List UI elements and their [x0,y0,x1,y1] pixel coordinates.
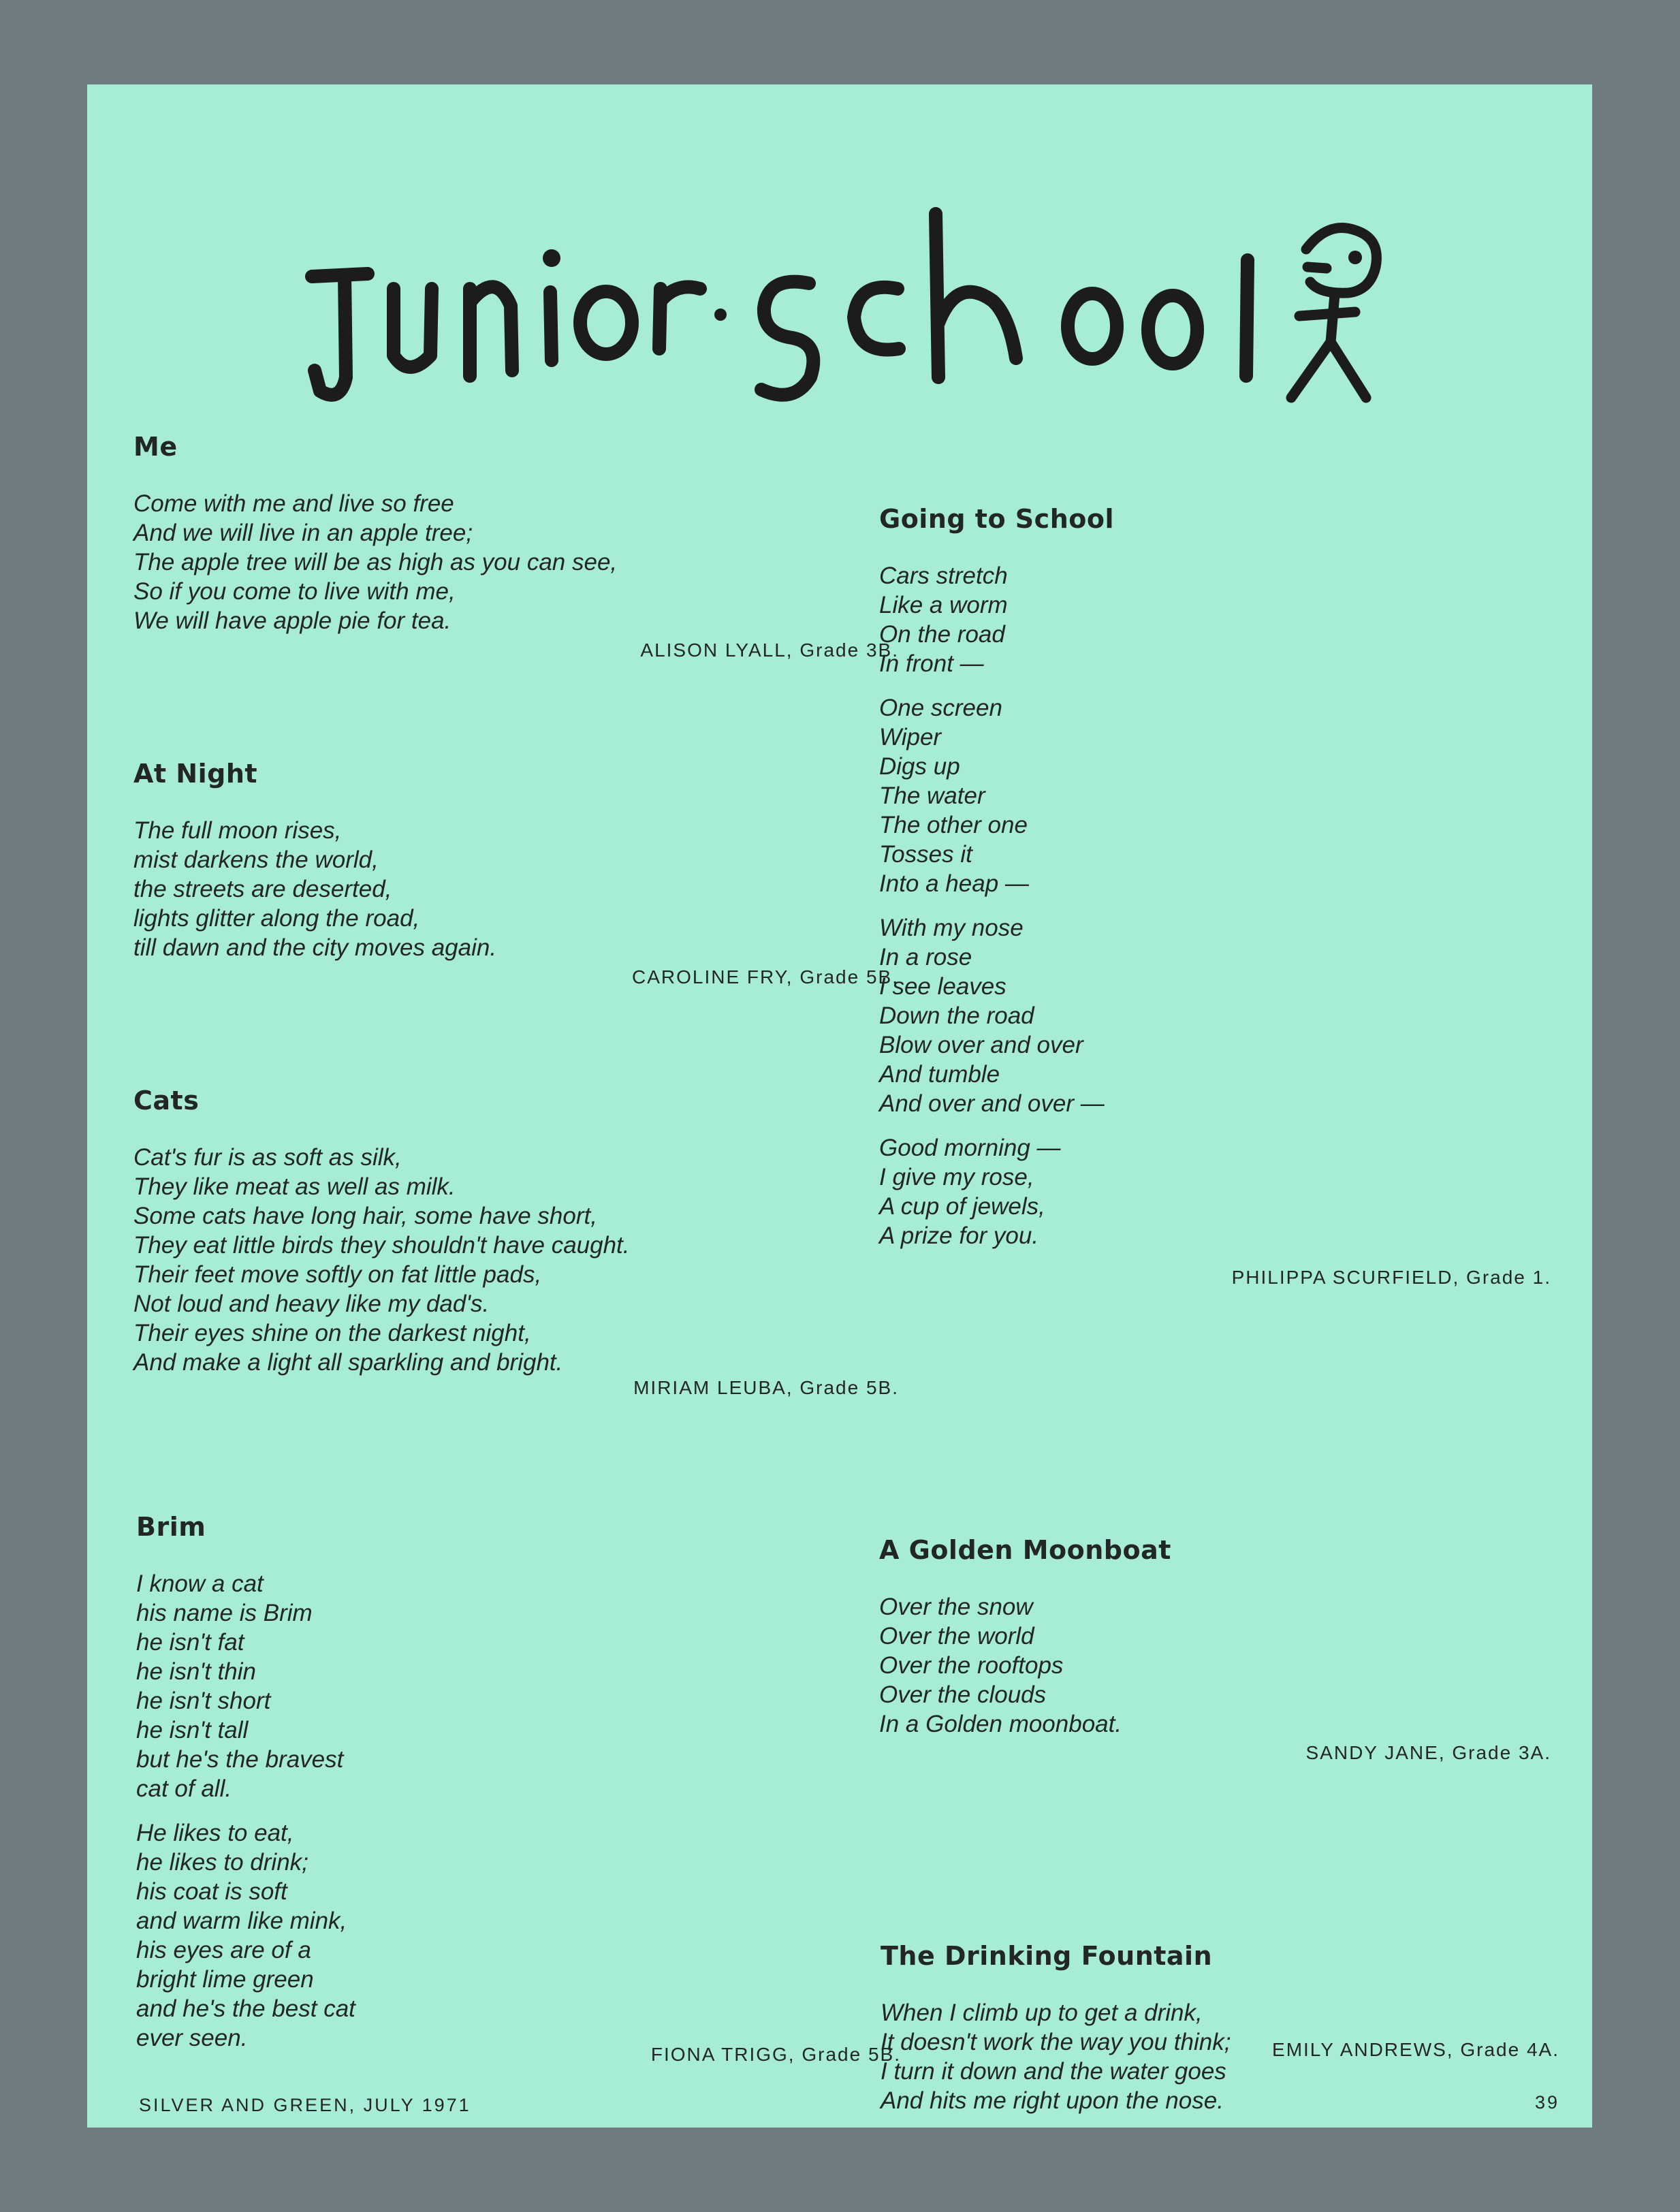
poem-line: Over the rooftops [879,1652,1064,1679]
poem-line: Not loud and heavy like my dad's. [133,1291,490,1317]
author-credit: FIONA TRIGG, Grade 5B. [650,2044,901,2065]
poem-brim [136,1512,355,2068]
poem-line: Over the world [879,1623,1034,1649]
author-credit: PHILIPPA SCURFIELD, Grade 1. [1231,1267,1551,1288]
poem-line: I turn it down and the water goes [881,2058,1226,2085]
poem-title: The Drinking Fountain [881,1941,1213,1971]
magazine-page [87,84,1592,2128]
poem-line: I see leaves [879,973,1007,1000]
poem-line: We will have apple pie for tea. [133,607,451,634]
poem-line: I know a cat [136,1570,264,1597]
author-credit: MIRIAM LEUBA, Grade 5B. [633,1377,899,1398]
stanza [136,1569,355,1803]
publication-footer: SILVER AND GREEN, JULY 1971 [139,2095,471,2115]
stanza [133,1143,630,1377]
poem-line: Over the snow [879,1594,1033,1620]
poem-line: Cars stretch [879,563,1008,589]
poem-line: In front — [879,650,984,677]
poem-line: On the road [879,621,1005,648]
poem-line: Digs up [879,753,960,780]
poem-line: With my nose [879,915,1024,941]
poem-line: but he's the bravest [136,1746,344,1773]
poem-line: Over the clouds [879,1681,1047,1708]
poem-title: Cats [133,1086,200,1116]
author-credit: ALISON LYALL, Grade 3B. [640,639,899,661]
stanza [136,1818,355,2053]
stanza [879,693,1114,898]
poem-line: Blow over and over [879,1032,1083,1058]
poem-title: Me [133,432,178,462]
stanza [879,913,1114,1118]
poem-line: One screen [879,695,1002,721]
poem-line: the streets are deserted, [133,876,392,902]
poem-line: he likes to drink; [136,1849,308,1876]
poem-me [133,432,617,650]
poem-line: They like meat as well as milk. [133,1173,456,1200]
poem-line: Into a heap — [879,870,1029,897]
poem-line: Like a worm [879,592,1008,618]
poem-line: ever seen. [136,2025,248,2051]
poem-line: cat of all. [136,1775,232,1802]
poem-line: He likes to eat, [136,1820,294,1846]
poem-line: And hits me right upon the nose. [881,2087,1224,2114]
poem-line: mist darkens the world, [133,847,379,873]
poem-line: They eat little birds they shouldn't have caught. [133,1232,630,1259]
poem-a-golden-moonboat [879,1535,1171,1754]
junior-school-title-drawing [291,187,1436,473]
poem-line: lights glitter along the road, [133,905,420,932]
poem-line: Wiper [879,724,942,750]
poem-line: A prize for you. [879,1222,1039,1249]
stanza [133,489,617,635]
poem-line: and he's the best cat [136,1995,355,2022]
poem-line: When I climb up to get a drink, [881,2000,1203,2026]
poem-line: he isn't tall [136,1717,249,1743]
page-number: 39 [1534,2092,1559,2113]
poem-line: And over and over — [879,1090,1105,1117]
poem-line: I give my rose, [879,1164,1034,1190]
stanza [879,1133,1114,1250]
poem-title: Going to School [879,504,1114,534]
poem-the-drinking-fountain [881,1941,1231,2130]
poem-line: bright lime green [136,1966,314,1993]
poem-line: And make a light all sparkling and bright. [133,1349,563,1376]
poem-line: Some cats have long hair, some have short, [133,1203,597,1229]
poem-line: It doesn't work the way you think; [881,2029,1231,2055]
poem-title: At Night [133,759,258,789]
poem-line: And tumble [879,1061,1000,1088]
poem-going-to-school [879,504,1114,1265]
stanza [879,561,1114,678]
poem-line: he isn't short [136,1688,271,1714]
poem-line: he isn't fat [136,1629,244,1656]
poem-line: Tosses it [879,841,972,868]
poem-line: A cup of jewels, [879,1193,1045,1220]
poem-line: The water [879,783,985,809]
poem-line: The other one [879,812,1028,838]
poem-line: Down the road [879,1002,1034,1029]
author-credit: CAROLINE FRY, Grade 5B. [632,966,899,988]
poem-line: his eyes are of a [136,1937,311,1963]
author-credit: SANDY JANE, Grade 3A. [1305,1742,1551,1763]
poem-line: and warm like mink, [136,1908,347,1934]
stanza [879,1592,1171,1739]
poem-title: A Golden Moonboat [879,1535,1171,1565]
poem-line: In a Golden moonboat. [879,1711,1122,1737]
poem-line: Cat's fur is as soft as silk, [133,1144,402,1171]
poem-line: his name is Brim [136,1600,313,1626]
poem-title: Brim [136,1512,206,1542]
poem-line: In a rose [879,944,972,970]
poem-line: he isn't thin [136,1658,256,1685]
poem-line: his coat is soft [136,1878,287,1905]
poem-line: Good morning — [879,1135,1061,1161]
poem-line: So if you come to live with me, [133,578,456,605]
poem-line: Their feet move softly on fat little pads, [133,1261,542,1288]
author-credit: EMILY ANDREWS, Grade 4A. [1272,2039,1559,2060]
poem-line: And we will live in an apple tree; [133,520,473,546]
poem-line: The full moon rises, [133,817,342,844]
poem-at-night [133,759,496,977]
stanza [881,1998,1231,2115]
stanza [133,816,496,962]
poem-cats [133,1086,630,1392]
poem-line: Their eyes shine on the darkest night, [133,1320,531,1346]
poem-line: till dawn and the city moves again. [133,934,497,961]
poem-line: The apple tree will be as high as you can see, [133,549,618,575]
poem-line: Come with me and live so free [133,490,454,517]
